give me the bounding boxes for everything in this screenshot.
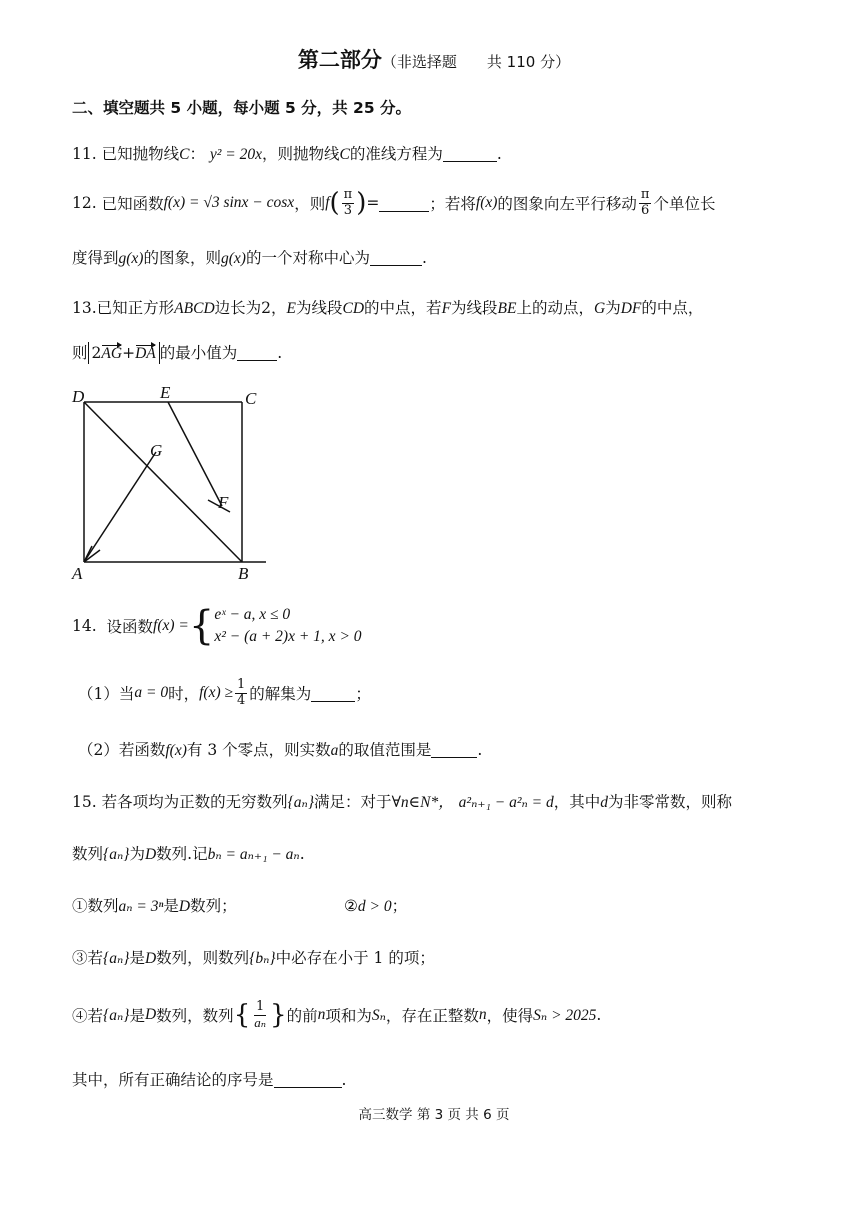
q15-text: 为 xyxy=(129,845,145,863)
left-paren: ( xyxy=(329,188,340,219)
q14-var: a xyxy=(330,742,339,759)
label-d: D xyxy=(72,387,85,406)
q12-text: 的一个对称中心为 xyxy=(245,249,370,267)
q15-number: 15. xyxy=(72,793,97,811)
question-13 xyxy=(72,296,703,318)
piecewise-brace: { xyxy=(188,603,215,650)
answer-blank[interactable] xyxy=(274,1072,342,1089)
q13-plus: + xyxy=(122,344,136,362)
q14-cond: a = 0 xyxy=(134,684,169,702)
q12-text: ，则 xyxy=(294,195,326,214)
q12-text: 已知函数 xyxy=(101,195,164,214)
right-brace: } xyxy=(270,1000,287,1031)
q15-seq: {aₙ} xyxy=(103,846,130,863)
q15-text: 为非零常数，则称 xyxy=(608,793,733,811)
piecewise-cases xyxy=(214,604,361,649)
q15-recurrence: a²ₙ₊₁ − a²ₙ = d xyxy=(458,794,554,811)
q13-var: F xyxy=(441,300,452,317)
label-f: F xyxy=(218,493,229,512)
s1-text: ①数列 xyxy=(72,897,119,915)
question-13-cont xyxy=(72,341,282,363)
part-title-main: 第二部分 xyxy=(297,48,382,72)
question-14-part-2 xyxy=(78,738,482,760)
s3-seq: {aₙ} xyxy=(103,950,130,967)
s3-seq: {bₙ} xyxy=(249,950,276,967)
s3-text: 中必存在小于 1 的项； xyxy=(275,949,435,967)
q15-text: . xyxy=(341,1071,347,1089)
q13-text: 则 xyxy=(72,344,88,362)
s4-text: ④若 xyxy=(72,1007,104,1026)
piecewise-case-1: eˣ − a, x ≤ 0 xyxy=(214,606,291,623)
q14-text: . xyxy=(477,741,483,759)
fraction xyxy=(342,188,355,219)
q14-f-of-x: f(x) xyxy=(165,742,187,759)
question-12 xyxy=(72,188,715,219)
answer-blank[interactable] xyxy=(443,146,497,163)
s1-text: 是 xyxy=(163,897,179,915)
q13-var: DF xyxy=(620,300,642,317)
q13-var: G xyxy=(594,300,606,317)
right-paren: ) xyxy=(356,188,367,219)
s1-formula: aₙ = 3ⁿ xyxy=(118,898,164,915)
denominator: 4 xyxy=(237,692,246,708)
q12-text: 的图象向左平行移动 xyxy=(497,195,637,214)
q13-text: 为线段 xyxy=(451,299,498,317)
q12-text: 个单位长 xyxy=(653,195,716,214)
q12-text: . xyxy=(421,249,427,267)
q13-var: CD xyxy=(342,300,365,317)
fraction xyxy=(235,678,247,709)
question-14-part-1 xyxy=(78,678,371,709)
q12-f-of-x: f(x) xyxy=(475,194,498,212)
q14-text: 时， xyxy=(168,685,200,704)
denominator: 3 xyxy=(343,202,353,218)
q13-text: 的最小值为 xyxy=(159,344,238,362)
q14-ineq: f(x) ≥ xyxy=(199,684,234,702)
q15-text: 数列.记 xyxy=(156,845,208,863)
numerator: 1 xyxy=(255,999,265,1014)
q11-text: ，则抛物线 xyxy=(262,145,340,163)
s4-text: . xyxy=(596,1006,602,1025)
s1-text: 数列； xyxy=(190,897,237,915)
q13-var: BE xyxy=(497,300,517,317)
q14-text: （2）若函数 xyxy=(78,741,166,759)
s4-text: ，存在正整数 xyxy=(385,1007,479,1026)
q13-text: 上的动点， xyxy=(516,299,594,317)
answer-blank[interactable] xyxy=(379,195,429,212)
numerator: 1 xyxy=(237,677,246,692)
q13-text: 边长为2， xyxy=(214,299,287,317)
vector-da: DA xyxy=(135,345,156,362)
denominator: aₙ xyxy=(254,1014,267,1030)
q12-g-of-x: g(x) xyxy=(118,250,144,267)
section-heading: 二、填空题共 5 小题，每小题 5 分，共 25 分。 xyxy=(72,99,412,117)
segment-db xyxy=(84,402,242,562)
q14-text: 设函数 xyxy=(106,618,154,637)
label-a: A xyxy=(72,564,83,583)
q14-text: 的取值范围是 xyxy=(338,741,432,759)
s4-var: n xyxy=(478,1006,487,1024)
numerator: π xyxy=(640,187,650,202)
label-c: C xyxy=(245,389,257,408)
q12-text: ；若将 xyxy=(429,195,476,214)
q11-text: . xyxy=(496,145,502,163)
q13-var: E xyxy=(286,300,296,317)
q15-text: 满足：对于 xyxy=(314,793,392,811)
q11-text: 已知抛物线 xyxy=(101,145,180,163)
s4-text: 数列，数列 xyxy=(156,1007,234,1026)
q13-text: 已知正方形 xyxy=(96,299,175,317)
label-e: E xyxy=(160,383,171,402)
q15-text: . xyxy=(299,845,305,863)
s1-var: D xyxy=(178,898,191,915)
s3-text: ③若 xyxy=(72,949,104,967)
s4-ineq: Sₙ > 2025 xyxy=(533,1006,597,1024)
q14-text: 的解集为 xyxy=(249,685,312,704)
question-14 xyxy=(72,604,362,649)
s4-text: ，使得 xyxy=(486,1007,534,1026)
q13-text: 的中点，若 xyxy=(364,299,442,317)
s2-formula: d > 0 xyxy=(357,898,392,915)
question-15 xyxy=(72,790,732,812)
answer-blank[interactable] xyxy=(431,742,477,759)
question-11 xyxy=(72,142,502,164)
segment-ga xyxy=(84,452,156,562)
left-brace: { xyxy=(233,1000,251,1031)
s2-text: ； xyxy=(391,897,408,915)
s4-text: 的前 xyxy=(286,1007,318,1026)
q14-text: 有 3 个零点，则实数 xyxy=(186,741,331,759)
part-title-sub: （非选择题 共 110 分） xyxy=(381,53,571,71)
q13-text: 为 xyxy=(605,299,621,317)
q11-var: C xyxy=(179,146,190,163)
answer-blank[interactable] xyxy=(311,685,355,702)
q15-var: D xyxy=(144,846,157,863)
q13-text: 的中点， xyxy=(641,299,704,317)
statement-1 xyxy=(72,894,237,916)
label-g: G xyxy=(150,441,163,460)
segment-ef xyxy=(168,402,222,506)
q15-var: d xyxy=(600,794,609,811)
q11-equation: y² = 20x xyxy=(209,146,263,163)
q14-function: f(x) = xyxy=(153,617,189,635)
s4-seq: {aₙ} xyxy=(103,1006,130,1024)
question-15-end xyxy=(72,1068,346,1090)
fraction xyxy=(639,188,652,219)
question-15-cont xyxy=(72,842,305,864)
answer-blank[interactable] xyxy=(370,250,422,267)
q15-seq: {aₙ} xyxy=(287,794,315,811)
q11-text: ： xyxy=(189,145,205,163)
q15-quant: ∀n∈N*， xyxy=(391,794,454,811)
q13-text: 为线段 xyxy=(295,299,343,317)
q12-g-of-x: g(x) xyxy=(220,250,246,267)
q15-text: 若各项均为正数的无穷数列 xyxy=(101,793,288,811)
piecewise-case-2: x² − (a + 2)x + 1, x > 0 xyxy=(214,628,362,646)
q13-coef: 2 xyxy=(91,344,102,362)
q13-number: 13. xyxy=(72,299,97,317)
label-b: B xyxy=(238,564,249,583)
part-title xyxy=(0,44,868,74)
s4-text: 项和为 xyxy=(325,1007,372,1026)
q15-text: ，其中 xyxy=(553,793,601,811)
q11-var: C xyxy=(339,146,350,163)
vector-magnitude xyxy=(88,342,160,364)
question-12-cont xyxy=(72,246,427,268)
answer-blank[interactable] xyxy=(237,345,277,362)
page-footer: 高三数学 第 3 页 共 6 页 xyxy=(358,1107,510,1123)
s2-text: ② xyxy=(344,897,358,915)
q15-text: 数列 xyxy=(72,845,104,863)
s3-text: 数列，则数列 xyxy=(156,949,250,967)
denominator: 6 xyxy=(641,202,650,218)
s3-var: D xyxy=(144,950,157,967)
q11-number: 11. xyxy=(72,145,97,163)
statement-4 xyxy=(72,1000,601,1031)
s4-text: 是 xyxy=(129,1007,145,1026)
s4-var: D xyxy=(144,1006,157,1024)
q12-text: 度得到 xyxy=(72,249,119,267)
q13-text: . xyxy=(277,344,283,362)
fraction xyxy=(252,1000,268,1031)
numerator: π xyxy=(343,187,353,202)
q12-text: = xyxy=(366,194,380,213)
s4-var: Sₙ xyxy=(371,1006,386,1024)
q15-bn-def: bₙ = aₙ₊₁ − aₙ xyxy=(207,846,300,863)
q12-number: 12. xyxy=(72,194,97,213)
q15-text: 其中，所有正确结论的序号是 xyxy=(72,1071,274,1089)
square-figure xyxy=(60,380,280,585)
q12-f: f xyxy=(325,194,330,212)
s4-var: n xyxy=(317,1006,326,1024)
q14-text: ； xyxy=(355,685,371,704)
vector-ag: AG xyxy=(101,345,123,362)
statement-2 xyxy=(344,894,407,916)
q13-var: ABCD xyxy=(174,300,215,317)
q11-text: 的准线方程为 xyxy=(349,145,443,163)
q14-number: 14. xyxy=(72,617,97,636)
q12-function: f(x) = √3 sinx − cosx xyxy=(163,194,295,212)
statement-3 xyxy=(72,946,435,968)
q14-text: （1）当 xyxy=(78,685,135,704)
s3-text: 是 xyxy=(129,949,145,967)
q12-text: 的图象，则 xyxy=(143,249,221,267)
